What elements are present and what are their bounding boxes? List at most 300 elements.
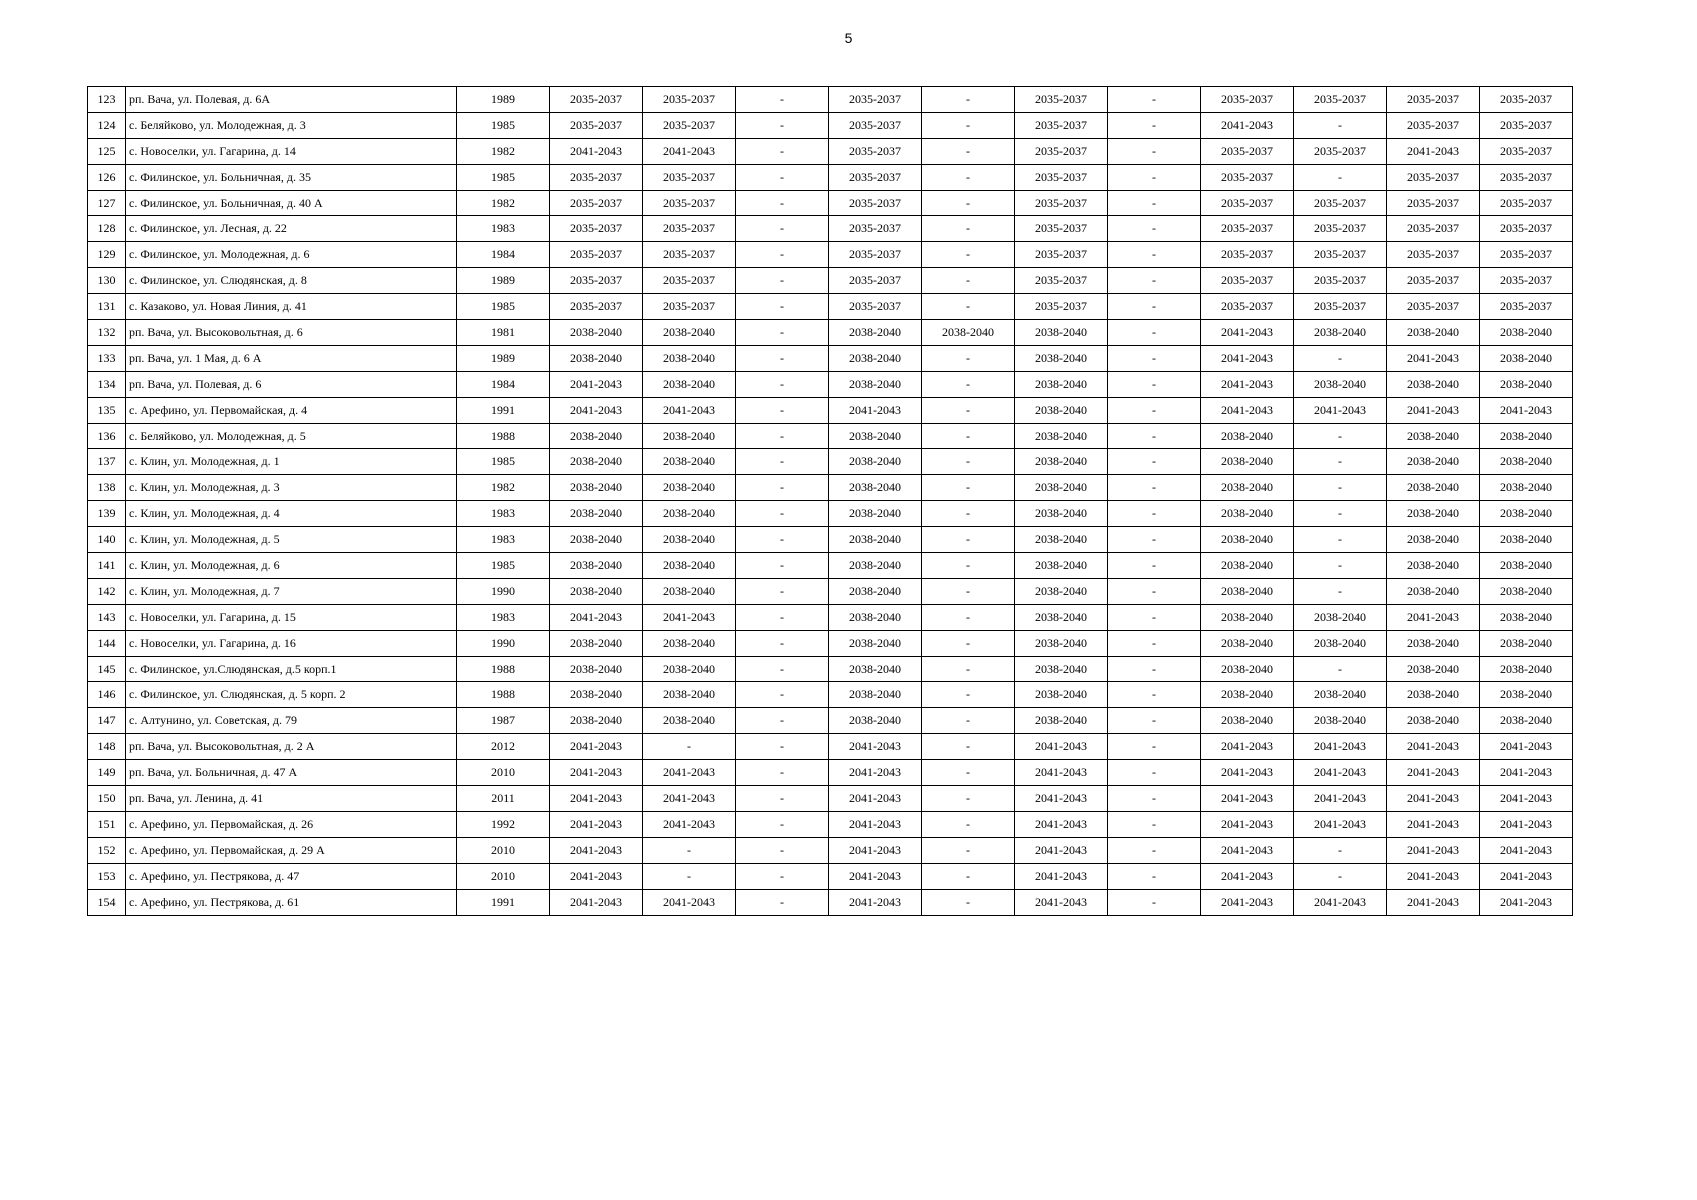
period-cell: 2041-2043	[829, 760, 922, 786]
period-cell: -	[1108, 216, 1201, 242]
period-cell: 2038-2040	[829, 682, 922, 708]
period-cell: 2041-2043	[1387, 345, 1480, 371]
address-cell: рп. Вача, ул. Больничная, д. 47 А	[126, 760, 457, 786]
row-number-cell: 154	[88, 889, 126, 915]
period-cell: 2035-2037	[1387, 294, 1480, 320]
period-cell: 2038-2040	[829, 656, 922, 682]
period-cell: -	[1108, 449, 1201, 475]
period-cell: 2035-2037	[643, 268, 736, 294]
period-cell: -	[1108, 320, 1201, 346]
period-cell: -	[1294, 423, 1387, 449]
period-cell: 2041-2043	[1015, 863, 1108, 889]
period-cell: -	[922, 604, 1015, 630]
period-cell: 2035-2037	[1294, 294, 1387, 320]
period-cell: -	[1108, 682, 1201, 708]
address-cell: рп. Вача, ул. Полевая, д. 6А	[126, 87, 457, 113]
table-row	[88, 449, 1573, 475]
period-cell: 2038-2040	[550, 708, 643, 734]
period-cell: 2041-2043	[550, 811, 643, 837]
period-cell: 2038-2040	[550, 578, 643, 604]
year-cell: 1991	[457, 889, 550, 915]
year-cell: 2011	[457, 786, 550, 812]
period-cell: 2035-2037	[829, 87, 922, 113]
period-cell: 2035-2037	[1201, 190, 1294, 216]
period-cell: -	[736, 268, 829, 294]
period-cell: -	[1108, 889, 1201, 915]
period-cell: 2035-2037	[643, 190, 736, 216]
year-cell: 1983	[457, 604, 550, 630]
period-cell: -	[1108, 268, 1201, 294]
period-cell: 2038-2040	[1015, 449, 1108, 475]
period-cell: 2041-2043	[829, 863, 922, 889]
period-cell: 2038-2040	[829, 578, 922, 604]
period-cell: 2038-2040	[1015, 708, 1108, 734]
period-cell: -	[922, 553, 1015, 579]
period-cell: 2038-2040	[829, 475, 922, 501]
period-cell: -	[1108, 501, 1201, 527]
period-cell: -	[1294, 345, 1387, 371]
period-cell: 2038-2040	[1480, 449, 1573, 475]
period-cell: 2038-2040	[643, 708, 736, 734]
table-row	[88, 630, 1573, 656]
period-cell: 2035-2037	[1294, 190, 1387, 216]
period-cell: -	[1108, 708, 1201, 734]
period-cell: -	[1108, 397, 1201, 423]
period-cell: 2038-2040	[550, 475, 643, 501]
period-cell: 2038-2040	[1480, 320, 1573, 346]
address-cell: рп. Вача, ул. Высоковольтная, д. 6	[126, 320, 457, 346]
period-cell: 2035-2037	[550, 112, 643, 138]
period-cell: 2041-2043	[550, 863, 643, 889]
period-cell: 2041-2043	[550, 786, 643, 812]
period-cell: 2035-2037	[1015, 138, 1108, 164]
period-cell: 2035-2037	[1015, 242, 1108, 268]
period-cell: -	[922, 527, 1015, 553]
period-cell: 2038-2040	[1015, 630, 1108, 656]
period-cell: -	[736, 527, 829, 553]
period-cell: -	[736, 734, 829, 760]
row-number-cell: 132	[88, 320, 126, 346]
address-cell: с. Арефино, ул. Первомайская, д. 4	[126, 397, 457, 423]
year-cell: 1985	[457, 553, 550, 579]
address-cell: рп. Вача, ул. 1 Мая, д. 6 А	[126, 345, 457, 371]
address-cell: с. Новоселки, ул. Гагарина, д. 15	[126, 604, 457, 630]
period-cell: 2038-2040	[1480, 682, 1573, 708]
period-cell: 2035-2037	[550, 242, 643, 268]
address-cell: с. Новоселки, ул. Гагарина, д. 14	[126, 138, 457, 164]
address-cell: с. Клин, ул. Молодежная, д. 6	[126, 553, 457, 579]
period-cell: 2038-2040	[1201, 423, 1294, 449]
period-cell: 2041-2043	[1480, 760, 1573, 786]
address-cell: с. Арефино, ул. Первомайская, д. 29 А	[126, 837, 457, 863]
table-row	[88, 345, 1573, 371]
table-row	[88, 371, 1573, 397]
year-cell: 1987	[457, 708, 550, 734]
address-cell: с. Филинское, ул. Лесная, д. 22	[126, 216, 457, 242]
period-cell: 2038-2040	[550, 320, 643, 346]
period-cell: 2035-2037	[1015, 190, 1108, 216]
period-cell: -	[1108, 630, 1201, 656]
period-cell: 2041-2043	[1015, 786, 1108, 812]
period-cell: -	[1294, 863, 1387, 889]
period-cell: -	[643, 837, 736, 863]
row-number-cell: 144	[88, 630, 126, 656]
year-cell: 1988	[457, 656, 550, 682]
row-number-cell: 136	[88, 423, 126, 449]
period-cell: -	[736, 553, 829, 579]
row-number-cell: 138	[88, 475, 126, 501]
address-cell: с. Клин, ул. Молодежная, д. 3	[126, 475, 457, 501]
period-cell: -	[922, 889, 1015, 915]
period-cell: 2035-2037	[1294, 138, 1387, 164]
period-cell: -	[1108, 345, 1201, 371]
row-number-cell: 135	[88, 397, 126, 423]
period-cell: 2035-2037	[829, 294, 922, 320]
period-cell: 2035-2037	[550, 268, 643, 294]
year-cell: 2010	[457, 837, 550, 863]
row-number-cell: 140	[88, 527, 126, 553]
address-cell: с. Арефино, ул. Пестрякова, д. 61	[126, 889, 457, 915]
period-cell: 2041-2043	[1201, 345, 1294, 371]
year-cell: 1989	[457, 345, 550, 371]
row-number-cell: 133	[88, 345, 126, 371]
period-cell: 2041-2043	[1480, 734, 1573, 760]
period-cell: 2038-2040	[550, 423, 643, 449]
table-row	[88, 811, 1573, 837]
year-cell: 1983	[457, 527, 550, 553]
period-cell: 2035-2037	[829, 190, 922, 216]
period-cell: 2038-2040	[1015, 527, 1108, 553]
period-cell: 2035-2037	[1294, 216, 1387, 242]
period-cell: 2038-2040	[1294, 320, 1387, 346]
period-cell: -	[1108, 294, 1201, 320]
period-cell: 2038-2040	[550, 682, 643, 708]
period-cell: 2038-2040	[829, 630, 922, 656]
period-cell: 2035-2037	[1201, 216, 1294, 242]
address-cell: с. Клин, ул. Молодежная, д. 1	[126, 449, 457, 475]
period-cell: 2038-2040	[829, 501, 922, 527]
period-cell: 2035-2037	[1480, 138, 1573, 164]
period-cell: 2038-2040	[1015, 345, 1108, 371]
period-cell: -	[922, 397, 1015, 423]
period-cell: 2041-2043	[643, 889, 736, 915]
period-cell: 2038-2040	[643, 475, 736, 501]
year-cell: 1992	[457, 811, 550, 837]
row-number-cell: 137	[88, 449, 126, 475]
table-row	[88, 837, 1573, 863]
period-cell: -	[1108, 423, 1201, 449]
period-cell: 2035-2037	[1015, 268, 1108, 294]
period-cell: -	[1294, 553, 1387, 579]
period-cell: 2035-2037	[550, 190, 643, 216]
period-cell: -	[922, 734, 1015, 760]
table-row	[88, 889, 1573, 915]
period-cell: 2038-2040	[1201, 604, 1294, 630]
period-cell: 2041-2043	[1015, 889, 1108, 915]
period-cell: 2041-2043	[1387, 837, 1480, 863]
period-cell: -	[736, 656, 829, 682]
period-cell: 2038-2040	[550, 553, 643, 579]
period-cell: 2035-2037	[1015, 294, 1108, 320]
period-cell: 2041-2043	[1294, 786, 1387, 812]
period-cell: 2038-2040	[1480, 527, 1573, 553]
period-cell: 2041-2043	[1387, 889, 1480, 915]
period-cell: -	[922, 345, 1015, 371]
period-cell: 2041-2043	[1015, 760, 1108, 786]
period-cell: 2038-2040	[643, 656, 736, 682]
period-cell: 2041-2043	[1387, 397, 1480, 423]
period-cell: 2038-2040	[1387, 708, 1480, 734]
row-number-cell: 124	[88, 112, 126, 138]
table-row	[88, 786, 1573, 812]
period-cell: 2035-2037	[1201, 87, 1294, 113]
period-cell: 2041-2043	[1201, 837, 1294, 863]
period-cell: -	[922, 708, 1015, 734]
year-cell: 1985	[457, 164, 550, 190]
period-cell: 2038-2040	[829, 320, 922, 346]
table-row	[88, 294, 1573, 320]
period-cell: 2038-2040	[1015, 371, 1108, 397]
period-cell: 2038-2040	[643, 553, 736, 579]
period-cell: -	[736, 837, 829, 863]
period-cell: 2041-2043	[1201, 371, 1294, 397]
period-cell: 2041-2043	[1294, 734, 1387, 760]
period-cell: 2041-2043	[643, 138, 736, 164]
period-cell: 2041-2043	[1201, 397, 1294, 423]
year-cell: 1989	[457, 87, 550, 113]
year-cell: 2010	[457, 760, 550, 786]
period-cell: 2038-2040	[1387, 423, 1480, 449]
table-row	[88, 734, 1573, 760]
period-cell: 2038-2040	[829, 553, 922, 579]
table-row	[88, 397, 1573, 423]
year-cell: 1990	[457, 578, 550, 604]
table-row	[88, 578, 1573, 604]
period-cell: -	[1294, 578, 1387, 604]
period-cell: 2035-2037	[1387, 268, 1480, 294]
page-number: 5	[844, 30, 853, 46]
row-number-cell: 152	[88, 837, 126, 863]
period-cell: 2038-2040	[643, 578, 736, 604]
period-cell: 2035-2037	[643, 242, 736, 268]
table-row	[88, 527, 1573, 553]
year-cell: 1985	[457, 294, 550, 320]
period-cell: -	[1108, 190, 1201, 216]
year-cell: 2010	[457, 863, 550, 889]
row-number-cell: 131	[88, 294, 126, 320]
period-cell: 2035-2037	[829, 216, 922, 242]
period-cell: 2041-2043	[829, 786, 922, 812]
period-cell: -	[1108, 604, 1201, 630]
table-row	[88, 604, 1573, 630]
period-cell: 2038-2040	[1387, 578, 1480, 604]
period-cell: -	[736, 630, 829, 656]
period-cell: 2038-2040	[550, 656, 643, 682]
period-cell: 2041-2043	[643, 397, 736, 423]
period-cell: 2038-2040	[643, 320, 736, 346]
period-cell: 2035-2037	[1387, 164, 1480, 190]
address-cell: рп. Вача, ул. Ленина, д. 41	[126, 786, 457, 812]
row-number-cell: 143	[88, 604, 126, 630]
period-cell: -	[922, 423, 1015, 449]
year-cell: 1985	[457, 449, 550, 475]
period-cell: 2041-2043	[1480, 811, 1573, 837]
period-cell: 2038-2040	[1480, 423, 1573, 449]
period-cell: -	[1108, 553, 1201, 579]
period-cell: 2041-2043	[829, 734, 922, 760]
period-cell: 2035-2037	[1201, 164, 1294, 190]
row-number-cell: 141	[88, 553, 126, 579]
period-cell: 2038-2040	[1015, 656, 1108, 682]
period-cell: 2038-2040	[1294, 708, 1387, 734]
period-cell: 2041-2043	[1480, 397, 1573, 423]
period-cell: 2035-2037	[1387, 242, 1480, 268]
period-cell: 2038-2040	[829, 345, 922, 371]
period-cell: 2038-2040	[1387, 475, 1480, 501]
period-cell: -	[1294, 449, 1387, 475]
table-row	[88, 423, 1573, 449]
address-cell: с. Новоселки, ул. Гагарина, д. 16	[126, 630, 457, 656]
period-cell: 2035-2037	[1294, 242, 1387, 268]
period-cell: 2041-2043	[1201, 786, 1294, 812]
period-cell: 2035-2037	[1480, 242, 1573, 268]
year-cell: 1981	[457, 320, 550, 346]
period-cell: 2035-2037	[1201, 268, 1294, 294]
period-cell: -	[1108, 138, 1201, 164]
period-cell: 2041-2043	[1201, 811, 1294, 837]
period-cell: 2038-2040	[1387, 656, 1480, 682]
period-cell: -	[922, 656, 1015, 682]
address-cell: с. Филинское, ул. Молодежная, д. 6	[126, 242, 457, 268]
period-cell: 2038-2040	[1015, 501, 1108, 527]
period-cell: -	[922, 863, 1015, 889]
period-cell: 2041-2043	[550, 371, 643, 397]
address-cell: с. Филинское, ул. Больничная, д. 40 А	[126, 190, 457, 216]
period-cell: 2038-2040	[643, 501, 736, 527]
period-cell: 2035-2037	[643, 87, 736, 113]
row-number-cell: 130	[88, 268, 126, 294]
period-cell: 2041-2043	[829, 837, 922, 863]
year-cell: 1989	[457, 268, 550, 294]
period-cell: -	[922, 630, 1015, 656]
period-cell: -	[1108, 242, 1201, 268]
period-cell: 2041-2043	[643, 760, 736, 786]
address-cell: с. Филинское, ул. Слюдянская, д. 5 корп. 2	[126, 682, 457, 708]
table-row	[88, 501, 1573, 527]
table-row	[88, 138, 1573, 164]
period-cell: 2038-2040	[1480, 630, 1573, 656]
period-cell: 2038-2040	[1201, 708, 1294, 734]
period-cell: -	[736, 578, 829, 604]
period-cell: -	[736, 760, 829, 786]
period-cell: 2035-2037	[1201, 242, 1294, 268]
row-number-cell: 153	[88, 863, 126, 889]
period-cell: -	[736, 449, 829, 475]
address-cell: с. Филинское, ул. Слюдянская, д. 8	[126, 268, 457, 294]
period-cell: 2038-2040	[1015, 553, 1108, 579]
period-cell: -	[922, 371, 1015, 397]
period-cell: -	[1108, 734, 1201, 760]
period-cell: 2041-2043	[550, 138, 643, 164]
period-cell: 2035-2037	[1387, 87, 1480, 113]
address-cell: рп. Вача, ул. Полевая, д. 6	[126, 371, 457, 397]
period-cell: 2041-2043	[829, 889, 922, 915]
year-cell: 1985	[457, 112, 550, 138]
period-cell: 2041-2043	[550, 837, 643, 863]
period-cell: 2038-2040	[1201, 578, 1294, 604]
period-cell: -	[736, 423, 829, 449]
period-cell: 2041-2043	[1201, 863, 1294, 889]
period-cell: 2035-2037	[1015, 112, 1108, 138]
period-cell: -	[922, 294, 1015, 320]
period-cell: 2035-2037	[1480, 112, 1573, 138]
period-cell: 2041-2043	[1294, 760, 1387, 786]
period-cell: -	[1108, 811, 1201, 837]
period-cell: 2035-2037	[643, 216, 736, 242]
period-cell: -	[736, 87, 829, 113]
period-cell: 2038-2040	[1387, 682, 1480, 708]
period-cell: 2041-2043	[550, 734, 643, 760]
address-cell: с. Клин, ул. Молодежная, д. 7	[126, 578, 457, 604]
table-row	[88, 708, 1573, 734]
period-cell: 2038-2040	[1294, 604, 1387, 630]
period-cell: 2041-2043	[1387, 811, 1480, 837]
period-cell: 2038-2040	[1201, 501, 1294, 527]
table-body	[88, 87, 1573, 916]
period-cell: 2038-2040	[1387, 527, 1480, 553]
row-number-cell: 146	[88, 682, 126, 708]
period-cell: 2038-2040	[829, 423, 922, 449]
period-cell: -	[922, 501, 1015, 527]
period-cell: 2038-2040	[1294, 682, 1387, 708]
row-number-cell: 150	[88, 786, 126, 812]
period-cell: 2041-2043	[1015, 734, 1108, 760]
period-cell: -	[736, 786, 829, 812]
address-cell: с. Беляйково, ул. Молодежная, д. 5	[126, 423, 457, 449]
period-cell: -	[1294, 656, 1387, 682]
period-cell: 2041-2043	[1387, 138, 1480, 164]
period-cell: -	[1294, 501, 1387, 527]
year-cell: 1983	[457, 216, 550, 242]
address-cell: с. Арефино, ул. Пестрякова, д. 47	[126, 863, 457, 889]
period-cell: -	[1108, 371, 1201, 397]
period-cell: 2038-2040	[1015, 397, 1108, 423]
period-cell: 2035-2037	[643, 294, 736, 320]
period-cell: 2035-2037	[643, 164, 736, 190]
year-cell: 1984	[457, 242, 550, 268]
period-cell: -	[736, 190, 829, 216]
address-cell: с. Алтунино, ул. Советская, д. 79	[126, 708, 457, 734]
period-cell: 2038-2040	[1015, 578, 1108, 604]
period-cell: 2041-2043	[829, 811, 922, 837]
year-cell: 1991	[457, 397, 550, 423]
period-cell: 2038-2040	[1480, 371, 1573, 397]
period-cell: 2035-2037	[1480, 87, 1573, 113]
year-cell: 1990	[457, 630, 550, 656]
address-cell: с. Клин, ул. Молодежная, д. 5	[126, 527, 457, 553]
row-number-cell: 126	[88, 164, 126, 190]
period-cell: 2038-2040	[1015, 320, 1108, 346]
row-number-cell: 142	[88, 578, 126, 604]
period-cell: -	[922, 786, 1015, 812]
period-cell: -	[1108, 164, 1201, 190]
period-cell: 2038-2040	[1201, 449, 1294, 475]
period-cell: 2038-2040	[829, 527, 922, 553]
period-cell: 2038-2040	[1015, 475, 1108, 501]
period-cell: 2041-2043	[1387, 863, 1480, 889]
period-cell: -	[922, 112, 1015, 138]
row-number-cell: 123	[88, 87, 126, 113]
